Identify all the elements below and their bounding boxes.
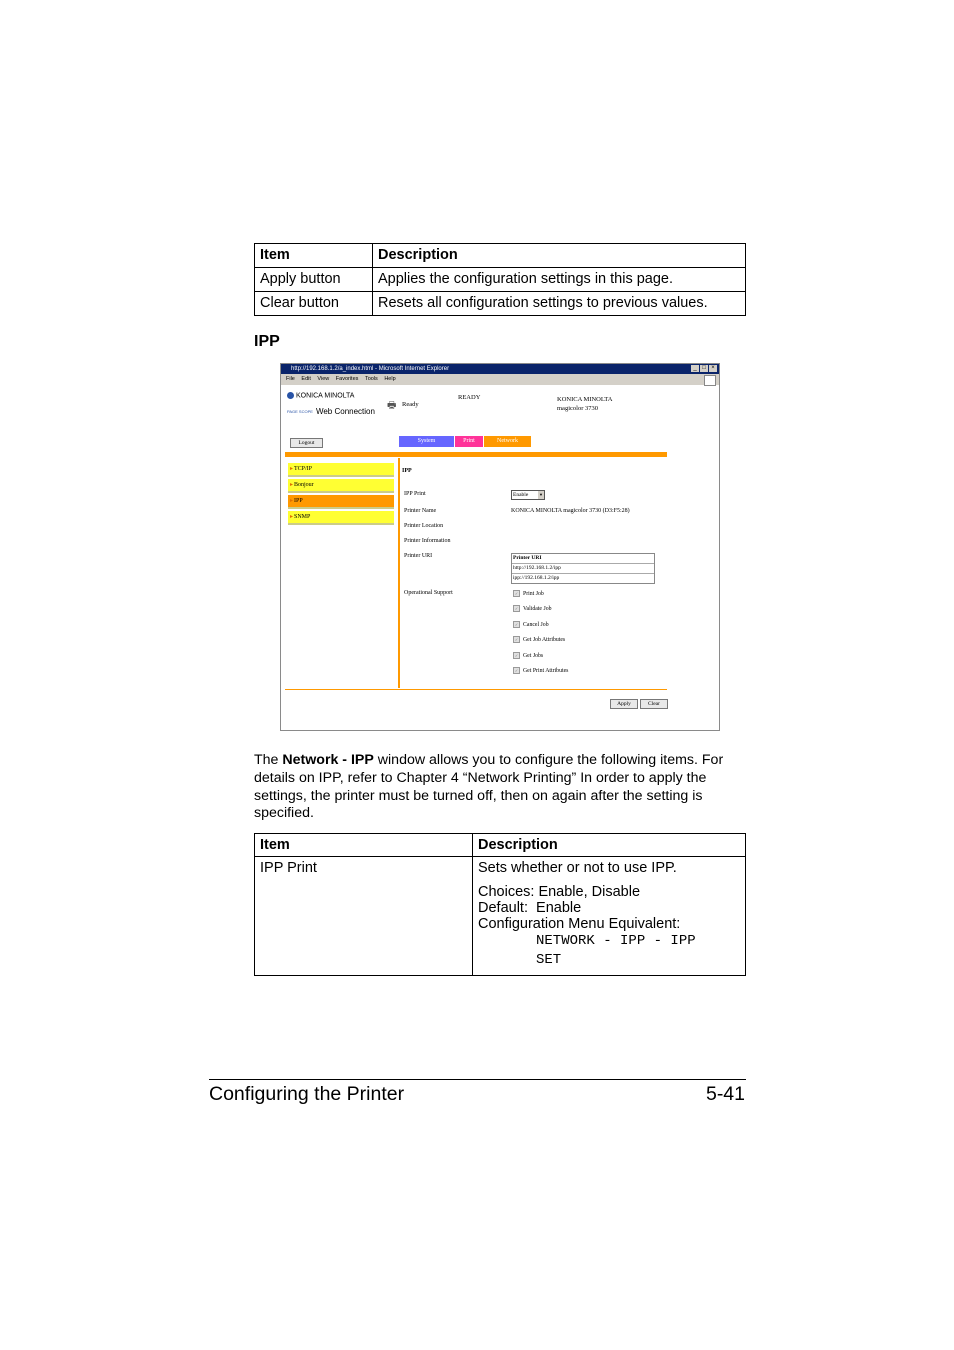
desc-line: Sets whether or not to use IPP. <box>478 860 677 876</box>
status-message: READY <box>458 394 481 401</box>
desc-default: Default: Enable <box>478 900 582 916</box>
menu-view[interactable]: View <box>317 376 330 382</box>
table-row <box>255 268 746 292</box>
model-maker: KONICA MINOLTA <box>557 396 613 403</box>
tab-network[interactable]: Network <box>484 436 531 447</box>
op-get-jobs <box>513 652 543 659</box>
arrow-right-icon: ▸ <box>290 514 294 520</box>
desc-choices: Choices: Enable, Disable <box>478 884 641 900</box>
table-cell: Applies the configuration settings in this page. <box>373 268 746 292</box>
label-operational-support: Operational Support <box>404 590 453 596</box>
checkbox-icon[interactable]: ✓ <box>514 622 519 627</box>
brand-logo <box>287 392 354 399</box>
content-title: IPP <box>402 468 412 474</box>
tab-system[interactable]: System <box>399 436 454 447</box>
footer-title: Configuring the Printer <box>209 1083 405 1105</box>
sidebar-divider <box>398 458 400 688</box>
items-table-ipp <box>254 833 746 976</box>
menu-favorites[interactable]: Favorites <box>335 376 359 382</box>
label-printer-location: Printer Location <box>404 523 444 529</box>
table-header-item: Item <box>255 834 473 857</box>
brand-text: KONICA MINOLTA <box>296 392 355 400</box>
op-cancel-job <box>513 621 549 628</box>
web-connection-text: Web Connection <box>315 407 375 416</box>
label-ipp-print: IPP Print <box>404 491 426 497</box>
op-get-job-attributes <box>513 636 565 643</box>
paragraph-text: The <box>254 752 283 768</box>
ipp-print-selected-value: Enable <box>513 492 529 498</box>
sidebar-item-label: TCP/IP <box>294 466 313 472</box>
sidebar-item-ipp[interactable] <box>288 495 394 509</box>
arrow-right-icon: ▸ <box>290 482 294 488</box>
windows-logo-icon <box>704 375 716 386</box>
checkbox-icon[interactable]: ✓ <box>514 653 519 658</box>
apply-button[interactable]: Apply <box>610 699 638 709</box>
checkbox-icon[interactable]: ✓ <box>514 606 519 611</box>
menu-help[interactable]: Help <box>384 376 396 382</box>
arrow-right-icon: ▸ <box>290 466 294 472</box>
menu-file[interactable]: File <box>286 376 295 382</box>
tab-print[interactable]: Print <box>455 436 483 447</box>
pagescope-logo: PAGE SCOPE <box>287 408 313 414</box>
op-label: Print Job <box>523 590 544 597</box>
sidebar-item-label: IPP <box>294 498 303 504</box>
sidebar-item-label: SNMP <box>294 514 311 520</box>
table-cell: Apply button <box>255 268 373 292</box>
content-divider <box>285 689 667 690</box>
desc-config: Configuration Menu Equivalent: <box>478 916 681 932</box>
items-table-buttons <box>254 243 746 316</box>
printer-name-value: KONICA MINOLTA magicolor 3730 (D3:F5:28) <box>511 508 630 514</box>
table-cell-item: IPP Print <box>255 857 473 976</box>
footer-divider <box>209 1079 746 1080</box>
label-printer-uri: Printer URI <box>404 553 433 559</box>
sidebar-item-bonjour[interactable] <box>288 479 394 493</box>
minimize-icon[interactable]: _ <box>691 365 699 372</box>
printer-icon: 🖶 <box>387 400 397 411</box>
web-connection-logo <box>287 407 375 416</box>
table-header-description: Description <box>373 244 746 268</box>
op-label: Get Print Attributes <box>523 667 569 674</box>
menu-tools[interactable]: Tools <box>364 376 378 382</box>
paragraph-bold: Network - IPP <box>282 752 374 768</box>
op-validate-job <box>513 605 552 612</box>
table-header-item: Item <box>255 244 373 268</box>
op-label: Validate Job <box>523 605 552 612</box>
op-label: Get Jobs <box>523 652 544 659</box>
close-icon[interactable]: × <box>709 365 717 372</box>
paragraph-text: window allows you to configure the following items. For details on IPP, refer to Chapter 4 “Network Printing” In order to apply the settings, the printer must be turned off, then on again after the setting is specified. <box>254 752 724 822</box>
op-get-print-attributes <box>513 667 568 674</box>
label-printer-name: Printer Name <box>404 508 437 514</box>
ipp-print-select[interactable] <box>511 490 545 500</box>
table-row <box>255 292 746 316</box>
sidebar-item-snmp[interactable] <box>288 511 394 525</box>
uri-list-header: Printer URI <box>512 554 654 564</box>
menu-edit[interactable]: Edit <box>301 376 311 382</box>
browser-screenshot <box>280 363 720 731</box>
maximize-icon[interactable]: □ <box>700 365 708 372</box>
label-printer-information: Printer Information <box>404 538 451 544</box>
logout-button[interactable]: Logout <box>290 438 323 448</box>
table-header-description: Description <box>473 834 746 857</box>
op-label: Get Job Attributes <box>523 636 566 643</box>
list-item: http://192.168.1.2/ipp <box>512 564 654 574</box>
window-controls <box>691 365 717 372</box>
arrow-right-icon: ▸ <box>290 498 294 504</box>
table-cell: Resets all configuration settings to previous values. <box>373 292 746 316</box>
op-print-job <box>513 590 544 597</box>
list-item: ipp://192.168.1.2/ipp <box>513 575 560 581</box>
desc-menu-path: SET <box>536 952 562 968</box>
header-divider <box>285 452 667 457</box>
table-cell-description <box>473 857 746 976</box>
table-row <box>255 857 746 976</box>
section-heading: IPP <box>254 333 280 350</box>
body-paragraph <box>254 752 746 823</box>
sidebar-item-label: Bonjour <box>294 482 314 488</box>
window-titlebar <box>281 364 719 374</box>
desc-menu-path: NETWORK - IPP - IPP <box>536 933 696 949</box>
page-number: 5-41 <box>705 1083 745 1105</box>
menu-bar <box>281 374 719 385</box>
clear-button[interactable]: Clear <box>640 699 668 709</box>
table-cell: Clear button <box>255 292 373 316</box>
status-ready: Ready <box>402 401 419 408</box>
sidebar-item-tcpip[interactable] <box>288 463 394 477</box>
printer-uri-list <box>511 553 655 584</box>
model-number: magicolor 3730 <box>557 405 598 412</box>
window-title: http://192.168.1.2/a_index.html - Microsoft Internet Explorer <box>291 366 450 372</box>
op-label: Cancel Job <box>523 621 549 628</box>
chevron-down-icon[interactable]: ▼ <box>539 492 543 497</box>
checkbox-icon[interactable]: ✓ <box>514 637 519 642</box>
konica-minolta-logo-icon <box>287 392 294 399</box>
checkbox-icon[interactable]: ✓ <box>514 591 519 596</box>
checkbox-icon[interactable]: ✓ <box>514 668 519 673</box>
